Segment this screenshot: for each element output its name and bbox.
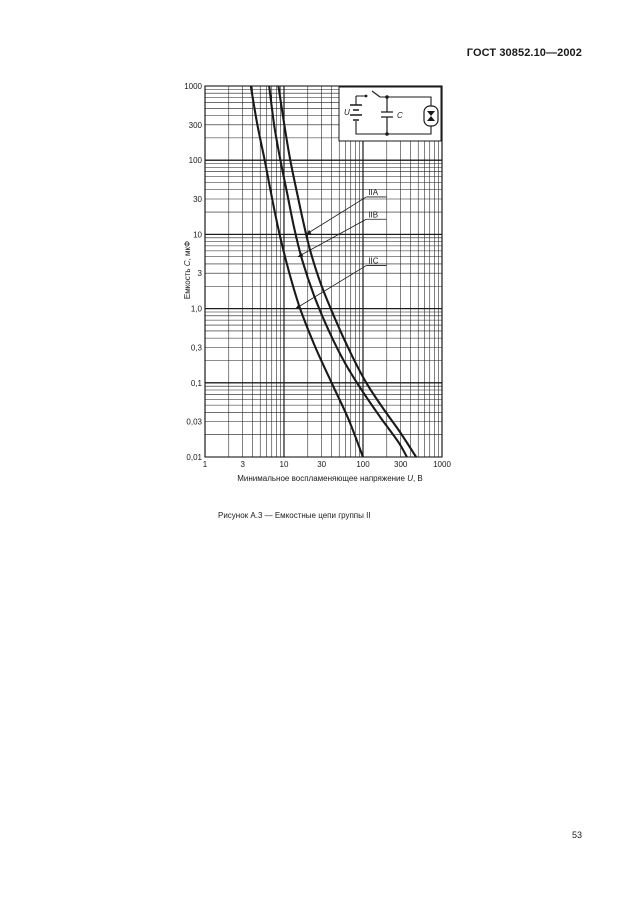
- figure-caption: Рисунок А.3 — Емкостные цепи группы II: [218, 511, 371, 520]
- circuit-inset: [339, 87, 441, 141]
- y-tick-label: 1,0: [190, 304, 202, 314]
- y-tick-label: 0,03: [186, 417, 202, 427]
- y-tick-label: 10: [193, 230, 202, 240]
- curve-iia: [278, 86, 416, 457]
- x-axis-label: Минимальное воспламеняющее напряжение U, В: [237, 474, 423, 483]
- minor-grid: [205, 86, 442, 457]
- curve-label-iia: IIA: [368, 187, 379, 197]
- inset-frame: [339, 87, 441, 141]
- curve-label-iic: IIC: [368, 256, 379, 266]
- page-number: 53: [572, 830, 583, 840]
- x-tick-label: 300: [394, 460, 408, 469]
- x-tick-label: 1: [202, 460, 208, 469]
- y-tick-label: 1000: [184, 82, 202, 91]
- y-tick-label: 0,1: [190, 378, 202, 388]
- voltage-label: U: [344, 108, 350, 117]
- standard-header: ГОСТ 30852.10—2002: [466, 47, 582, 59]
- x-tick-label: 1000: [433, 460, 451, 469]
- leader-line: [306, 197, 366, 234]
- x-tick-label: 30: [317, 460, 327, 469]
- curve-iic: [251, 86, 363, 457]
- y-tick-label: 0,01: [186, 453, 202, 462]
- curves: [251, 86, 416, 457]
- y-tick-label: 100: [188, 156, 202, 166]
- y-axis-label: Емкость C, мкФ: [183, 240, 192, 300]
- y-tick-label: 30: [193, 194, 202, 204]
- switch-contact: [365, 95, 368, 98]
- arrow-head: [306, 230, 311, 235]
- x-tick-labels: [203, 460, 452, 469]
- x-tick-label: 10: [279, 460, 289, 469]
- y-tick-label: 0,3: [190, 343, 202, 353]
- x-tick-label: 3: [240, 460, 245, 469]
- y-tick-label: 300: [188, 120, 202, 130]
- y-tick-label: 3: [197, 269, 202, 279]
- major-grid: [205, 86, 442, 457]
- plot-frame: [205, 86, 442, 457]
- capacitor-label: C: [397, 111, 403, 120]
- curve-label-iib: IIB: [368, 210, 379, 220]
- x-tick-label: 100: [356, 460, 370, 469]
